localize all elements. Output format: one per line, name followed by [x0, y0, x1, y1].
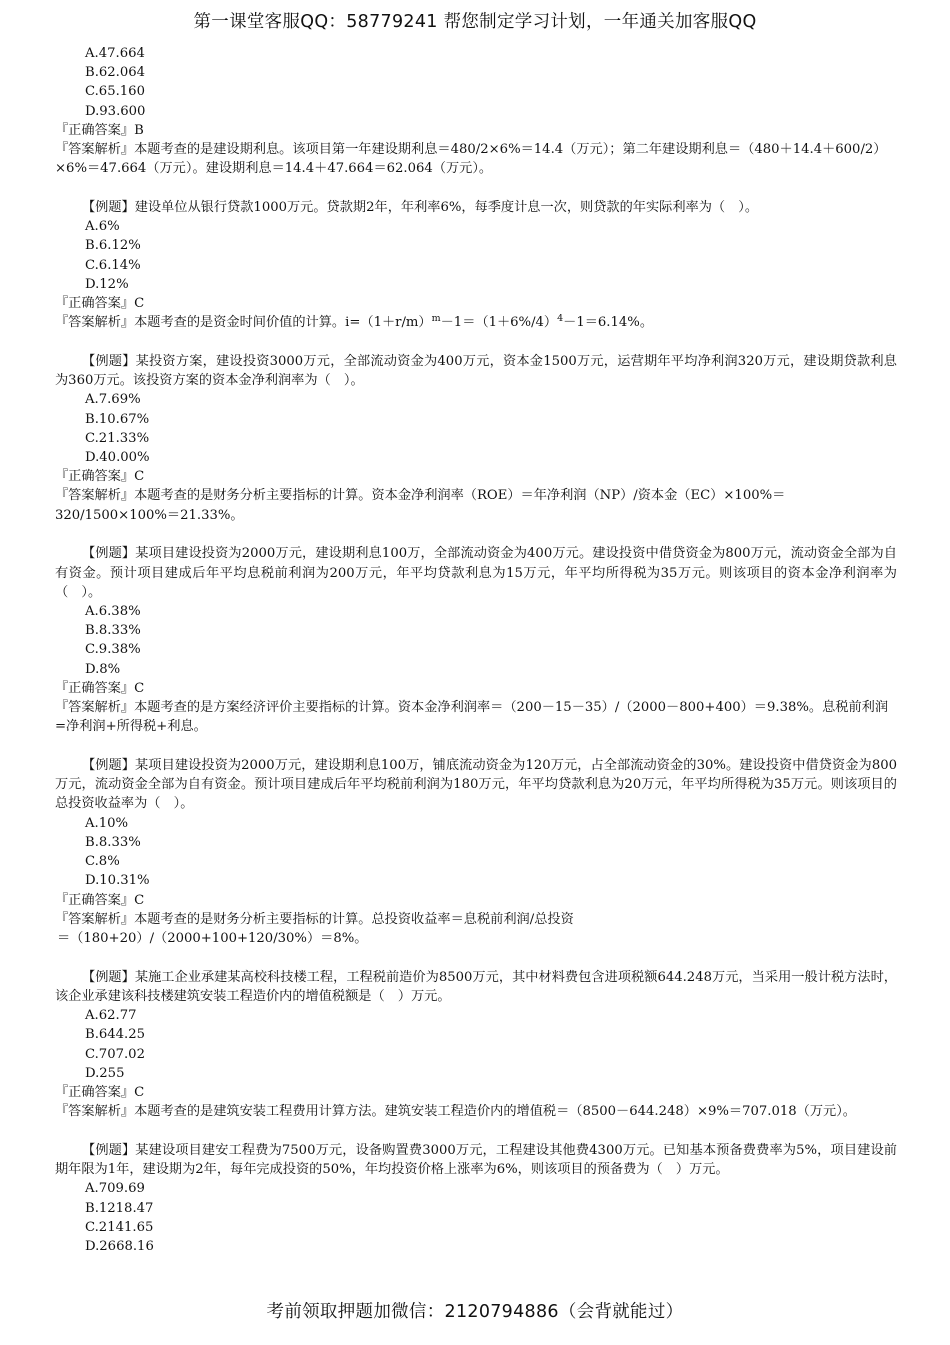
- correct-answer: 『正确答案』C: [55, 296, 145, 312]
- option-c: C.21.33%: [85, 430, 150, 446]
- option-a: A.10%: [85, 815, 129, 831]
- answer-explanation: 『答案解析』本题考查的是财务分析主要指标的计算。资本金净利润率（ROE）＝年净利润（NP）/资本金（EC）×100%＝320/1500×100%＝21.33%。: [55, 488, 786, 523]
- question-text: 【例题】某建设项目建安工程费为7500万元，设备购置费3000万元，工程建设其他费4300万元。已知基本预备费费率为5%，项目建设前期年限为1年，建设期为2年，每年完成投资的50%，年均投资价格上涨率为6%，则该项目的预备费为（ ）万元。: [55, 1142, 897, 1178]
- option-a: A.7.69%: [85, 392, 141, 408]
- option-c: C.8%: [85, 854, 120, 870]
- question-text: 【例题】某项目建设投资为2000万元，建设期利息100万，铺底流动资金为120万元，占全部流动资金的30%。建设投资中借贷资金为800万元，流动资金全部为自有资金。预计项目建成后年平均税前利润为180万元，年平均贷款利息为20万元，年平均所得税为35万元。则该项目的总投资收益率为（ ）。: [55, 758, 897, 812]
- option-c: C.2141.65: [85, 1219, 154, 1235]
- option-a: A.47.664: [85, 46, 145, 61]
- question-block-0: [55, 44, 897, 178]
- question-text: 【例题】某施工企业承建某高校科技楼工程，工程税前造价为8500万元，其中材料费包含进项税额644.248万元，当采用一般计税方法时，该企业承建该科技楼建筑安装工程造价内的增值税额是（ ）万元。: [55, 969, 897, 1004]
- explanation-part: －1＝6.14%。: [563, 315, 654, 331]
- question-text: 【例题】建设单位从银行贷款1000万元。贷款期2年，年利率6%，每季度计息一次，则贷款的年实际利率为（ ）。: [82, 200, 759, 216]
- document-body: [55, 44, 897, 1276]
- explanation-part: 『答案解析』本题考查的是资金时间价值的计算。i=（1＋r/m）: [55, 315, 432, 331]
- question-block-6: [55, 1141, 897, 1256]
- question-block-3: [55, 544, 897, 736]
- option-d: D.8%: [85, 661, 121, 677]
- option-a: A.62.77: [85, 1008, 137, 1024]
- question-block-1: [55, 198, 897, 332]
- option-c: C.65.160: [85, 84, 145, 100]
- option-c: C.9.38%: [85, 642, 141, 658]
- answer-explanation: 『答案解析』本题考查的是方案经济评价主要指标的计算。资本金净利润率＝（200－15－35）/（2000－800+400）＝9.38%。息税前利润=净利润+所得税+利息。: [55, 700, 889, 735]
- correct-answer: 『正确答案』C: [55, 469, 145, 485]
- answer-explanation: 『答案解析』本题考查的是财务分析主要指标的计算。总投资收益率＝息税前利润/总投资: [55, 911, 574, 927]
- exponent-m: m: [431, 313, 441, 325]
- option-a: A.6.38%: [85, 604, 141, 620]
- question-block-5: [55, 968, 897, 1122]
- option-b: B.62.064: [85, 65, 146, 81]
- explanation-part: －1＝（1＋6%/4）: [440, 315, 558, 331]
- answer-explanation: 『答案解析』本题考查的是建筑安装工程费用计算方法。建筑安装工程造价内的增值税＝（8500－644.248）×9%＝707.018（万元）。: [55, 1104, 856, 1120]
- option-b: B.644.25: [85, 1027, 146, 1043]
- option-d: D.255: [85, 1065, 125, 1081]
- answer-explanation: 『答案解析』本题考查的是建设期利息。该项目第一年建设期利息＝480/2×6%＝14.4（万元）；第二年建设期利息＝（480＋14.4＋600/2）×6%＝47.664（万元）。建设期利息＝14.4＋47.664＝62.064（万元）。: [55, 142, 887, 177]
- option-b: B.10.67%: [85, 411, 150, 427]
- correct-answer: 『正确答案』B: [55, 122, 144, 138]
- option-d: D.12%: [85, 276, 129, 292]
- option-d: D.93.600: [85, 103, 146, 119]
- option-b: B.8.33%: [85, 623, 141, 639]
- correct-answer: 『正确答案』C: [55, 1084, 145, 1100]
- option-d: D.10.31%: [85, 873, 150, 889]
- question-text: 【例题】某项目建设投资为2000万元，建设期利息100万，全部流动资金为400万元。建设投资中借贷资金为800万元，流动资金全部为自有资金。预计项目建成后年平均息税前利润为200万元，年平均贷款利息为15万元，年平均所得税为35万元。则该项目的资本金净利润率为（ ）。: [55, 546, 897, 600]
- question-text: 【例题】某投资方案，建设投资3000万元，全部流动资金为400万元，资本金1500万元，运营期年平均净利润320万元，建设期贷款利息为360万元。该投资方案的资本金净利润率为（ ）。: [55, 354, 897, 389]
- question-block-4: [55, 756, 897, 948]
- answer-explanation-continued: ＝（180+20）/（2000+100+120/30%）＝8%。: [57, 930, 368, 946]
- option-d: D.2668.16: [85, 1238, 154, 1254]
- correct-answer: 『正确答案』C: [55, 680, 145, 696]
- option-a: A.709.69: [85, 1181, 145, 1197]
- option-d: D.40.00%: [85, 450, 150, 466]
- option-c: C.6.14%: [85, 257, 141, 273]
- option-b: B.1218.47: [85, 1200, 154, 1216]
- option-a: A.6%: [85, 219, 120, 235]
- question-block-2: [55, 352, 897, 525]
- exponent-4: 4: [557, 313, 564, 325]
- option-b: B.8.33%: [85, 834, 141, 850]
- correct-answer: 『正确答案』C: [55, 892, 145, 908]
- option-b: B.6.12%: [85, 238, 141, 254]
- page-footer: 考前领取押题加微信：2120794886（会背就能过）: [266, 1302, 684, 1322]
- option-c: C.707.02: [85, 1046, 145, 1062]
- answer-explanation: [55, 313, 897, 332]
- page-header: 第一课堂客服QQ：58779241 帮您制定学习计划，一年通关加客服QQ: [193, 12, 757, 32]
